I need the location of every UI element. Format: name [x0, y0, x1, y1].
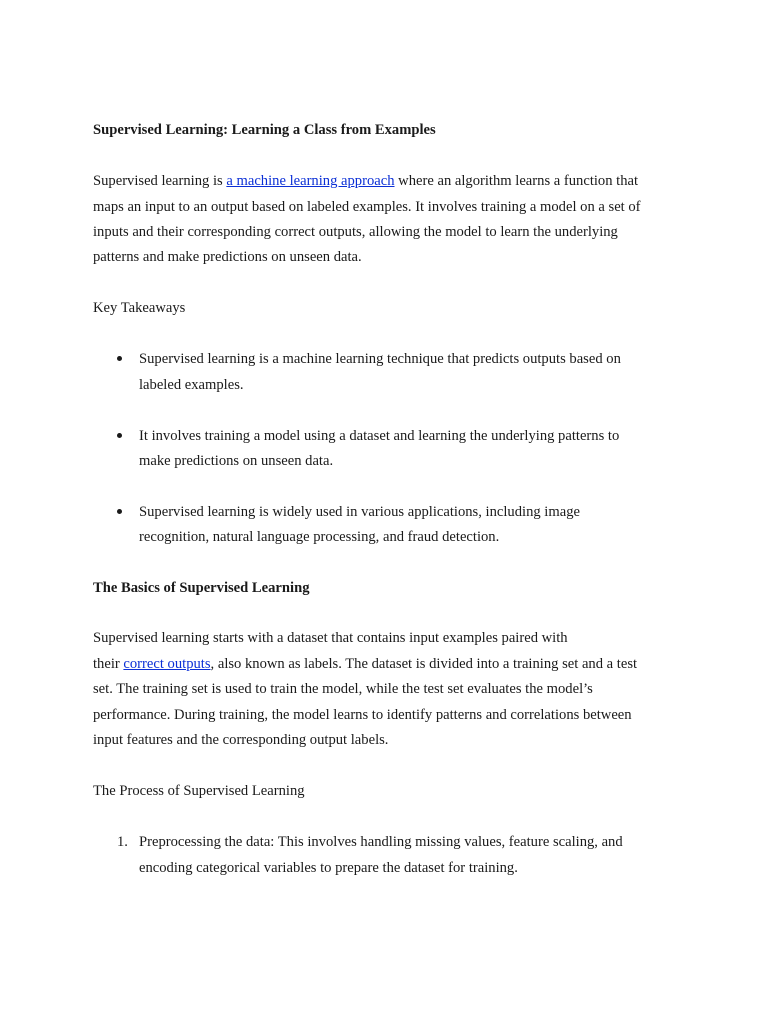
- list-item-line-2: make predictions on unseen data.: [139, 453, 334, 469]
- basics-line-4: performance. During training, the model learns to identify patterns and correlations between: [93, 707, 632, 723]
- list-item-line-2: recognition, natural language processing, and fraud detection.: [139, 529, 500, 545]
- process-heading: The Process of Supervised Learning: [93, 783, 305, 799]
- intro-line-4: patterns and make predictions on unseen data.: [93, 249, 362, 265]
- intro-text-after-link: where an algorithm learns a function that: [394, 173, 639, 189]
- list-item-line-1: Supervised learning is a machine learning technique that predicts outputs based on: [139, 351, 621, 367]
- correct-outputs-link[interactable]: correct outputs: [123, 656, 211, 672]
- key-takeaways-heading: Key Takeaways: [93, 300, 186, 316]
- intro-text-before-link: Supervised learning is: [93, 173, 227, 189]
- list-item-line-2: labeled examples.: [139, 377, 244, 393]
- list-item-line-1: It involves training a model using a dataset and learning the underlying patterns to: [139, 428, 620, 444]
- intro-line-1: [93, 171, 638, 191]
- machine-learning-approach-link[interactable]: a machine learning approach: [226, 173, 395, 189]
- intro-line-3: inputs and their corresponding correct outputs, allowing the model to learn the underlying: [93, 224, 618, 240]
- list-item-line-1: Supervised learning is widely used in various applications, including image: [139, 504, 580, 520]
- list-item-line-1: Preprocessing the data: This involves handling missing values, feature scaling, and: [139, 834, 623, 850]
- document-title: Supervised Learning: Learning a Class from Examples: [93, 122, 436, 138]
- basics-line-2: [93, 654, 637, 674]
- list-number: 1.: [117, 834, 128, 850]
- bullet-icon: [117, 356, 122, 361]
- bullet-icon: [117, 433, 122, 438]
- basics-text-before-link: their: [93, 656, 124, 672]
- bullet-icon: [117, 509, 122, 514]
- basics-line-3: set. The training set is used to train the model, while the test set evaluates the model’s: [93, 681, 593, 697]
- basics-line-5: input features and the corresponding output labels.: [93, 732, 389, 748]
- list-item-line-2: encoding categorical variables to prepare the dataset for training.: [139, 860, 518, 876]
- intro-line-2: maps an input to an output based on labeled examples. It involves training a model on a set of: [93, 199, 641, 215]
- basics-line-1: Supervised learning starts with a dataset that contains input examples paired with: [93, 630, 568, 646]
- basics-heading: The Basics of Supervised Learning: [93, 580, 310, 596]
- basics-text-after-link: , also known as labels. The dataset is divided into a training set and a test: [210, 656, 638, 672]
